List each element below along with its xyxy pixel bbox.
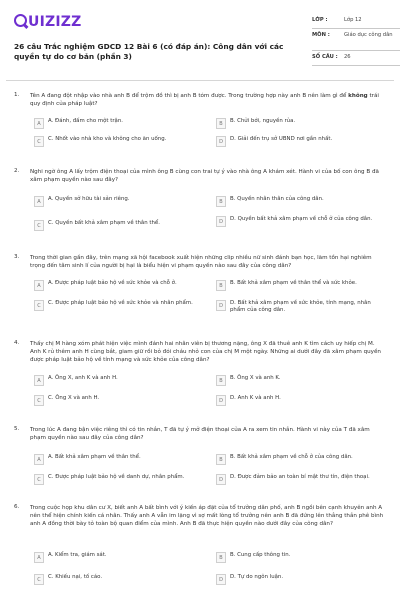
option-letter-box: A	[34, 118, 44, 129]
option-text: B. Ông X và anh K.	[230, 375, 281, 381]
option-a[interactable]	[34, 552, 204, 566]
option-d[interactable]	[216, 300, 386, 314]
option-text: B. Bất khả xâm phạm về thân thể và sức khỏe.	[230, 280, 357, 286]
option-letter-box: B	[216, 118, 226, 129]
option-letter-box: C	[34, 136, 44, 147]
option-letter-box: C	[34, 300, 44, 311]
option-text: C. Nhốt vào nhà kho và không cho ăn uống.	[48, 136, 167, 142]
meta-value-class: Lớp 12	[344, 17, 362, 23]
option-text: A. Kiểm tra, giám sát.	[48, 552, 107, 558]
question-text: Tên A đang đột nhập vào nhà anh B để trộm đồ thì bị anh B tóm được. Trong trường hợp này anh B nên làm gì để không trái quy định của pháp luật?	[30, 93, 379, 107]
question-text: Thấy chị M hàng xóm phát hiện việc mình đánh hai nhân viên bị thương nặng, ông X đã thuê anh K tìm cách uy hiếp chị M. Anh K rủ thêm anh H cùng bắt, giam giữ rồi bỏ đói cháu nhỏ con của chị M một ngày. Những ai dưới đây đã xâm phạm quyền được pháp luật bảo hộ về tính mạng và sức khỏe của công dân?	[30, 341, 381, 363]
option-c[interactable]	[34, 395, 204, 409]
option-d[interactable]	[216, 136, 386, 150]
option-a[interactable]	[34, 280, 204, 294]
option-text: A. Ông X, anh K và anh H.	[48, 375, 118, 381]
option-b[interactable]	[216, 118, 386, 132]
option-b[interactable]	[216, 552, 386, 566]
question-number: 6.	[14, 504, 20, 510]
meta-row-subject	[312, 29, 400, 51]
quizizz-logo	[14, 14, 81, 30]
question-number: 2.	[14, 168, 20, 174]
option-letter-box: B	[216, 375, 226, 386]
question-text: Trong thời gian gần đây, trên mạng xã hội facebook xuất hiện những clip nhiều nữ sinh đánh bạn học, lăm tồn hại nghiêm trọng đến tâm sinh lí của người bị hại là biểu hiện vi phạm quyền nào sau đây của công dân?	[30, 255, 372, 269]
worksheet-header	[14, 14, 393, 68]
option-text: C. Được pháp luật bảo hộ về danh dự, nhân phẩm.	[48, 474, 185, 480]
option-letter-box: C	[34, 574, 44, 585]
option-letter-box: D	[216, 136, 226, 147]
question-number: 4.	[14, 340, 20, 346]
option-text: D. Tự do ngôn luận.	[230, 574, 284, 580]
question-text: Trong lúc A đang bận việc riêng thì có tin nhắn, T đã tự ý mở điện thoại của A ra xem tin nhắn. Hành vi này của T đã xâm phạm quyền nào sau đây của công dân?	[30, 427, 370, 441]
logo-q-icon	[14, 14, 27, 27]
option-letter-box: C	[34, 395, 44, 406]
meta-row-count	[312, 51, 400, 66]
option-letter-box: D	[216, 395, 226, 406]
option-text: B. Cung cấp thông tin.	[230, 552, 291, 558]
option-letter-box: D	[216, 300, 226, 311]
option-letter-box: C	[34, 474, 44, 485]
option-d[interactable]	[216, 474, 386, 488]
option-letter-box: D	[216, 216, 226, 227]
option-d[interactable]	[216, 574, 386, 588]
option-text: A. Đánh, đấm cho một trận.	[48, 118, 123, 124]
option-c[interactable]	[34, 220, 204, 234]
meta-value-count: 26	[344, 54, 351, 60]
option-text: D. Giải đến trụ sở UBND nơi gần nhất.	[230, 136, 333, 142]
option-text: A. Được pháp luật bảo hộ về sức khỏe và chỗ ở.	[48, 280, 177, 286]
option-b[interactable]	[216, 196, 386, 210]
logo-text: UIZIZZ	[28, 14, 82, 30]
option-letter-box: B	[216, 280, 226, 291]
option-d[interactable]	[216, 395, 386, 409]
meta-row-class	[312, 14, 400, 29]
meta-label-subject: MÔN :	[312, 32, 330, 38]
option-text: D. Bất khả xâm phạm về sức khỏe, tính mạng, nhân phẩm của công dân.	[230, 300, 371, 313]
option-letter-box: C	[34, 220, 44, 231]
question-number: 5.	[14, 426, 20, 432]
question-text: Trong cuộc họp khu dân cư X, biết anh A bất bình với ý kiến áp đặt của tổ trưởng dân phố, anh B ngồi bên cạnh khuyên anh A nên thể hiện chính kiến cá nhân. Thấy anh A vẫn im lặng vì sợ mất lòng tổ trưởng nên anh B đã đứng lên thẳng thắn phê bình anh A đồng thời bày tỏ toàn bộ quan điểm của mình. Anh B đã thực hiện quyền nào dưới đây của công dân?	[30, 505, 384, 527]
option-c[interactable]	[34, 574, 204, 588]
option-text: B. Chửi bới, nguyền rủa.	[230, 118, 296, 124]
question-text: Nghi ngờ ông A lấy trộm điện thoại của mình ông B cùng con trai tự ý vào nhà ông A khám xét. Hành vi của bố con ông B đã xâm phạm quyền nào sau đây?	[30, 169, 379, 183]
option-text: C. Ông X và anh H.	[48, 395, 100, 401]
option-letter-box: B	[216, 196, 226, 207]
option-a[interactable]	[34, 375, 204, 389]
option-text: C. Được pháp luật bảo hộ về sức khỏe và nhân phẩm.	[48, 300, 193, 306]
question-number: 3.	[14, 254, 20, 260]
option-b[interactable]	[216, 280, 386, 294]
option-c[interactable]	[34, 474, 204, 488]
meta-label-count: SỐ CÂU :	[312, 54, 338, 60]
option-b[interactable]	[216, 454, 386, 468]
meta-label-class: LỚP :	[312, 17, 328, 23]
option-c[interactable]	[34, 136, 204, 150]
question-number: 1.	[14, 92, 20, 98]
option-text: A. Quyền sở hữu tài sản riêng.	[48, 196, 130, 202]
option-text: D. Được đảm bảo an toàn bí mật thư tín, điện thoại.	[230, 474, 370, 480]
option-letter-box: A	[34, 280, 44, 291]
option-text: B. Bất khả xâm phạm về chỗ ở của công dân.	[230, 454, 353, 460]
option-text: C. Quyền bất khả xâm phạm về thân thể.	[48, 220, 160, 226]
option-letter-box: D	[216, 574, 226, 585]
option-letter-box: A	[34, 552, 44, 563]
option-b[interactable]	[216, 375, 386, 389]
option-a[interactable]	[34, 118, 204, 132]
option-text: A. Bất khả xâm phạm về thân thể.	[48, 454, 141, 460]
meta-value-subject: Giáo dục công dân	[344, 32, 393, 38]
option-a[interactable]	[34, 454, 204, 468]
option-text: D. Quyền bất khả xâm phạm về chỗ ở của công dân.	[230, 216, 373, 222]
option-letter-box: B	[216, 454, 226, 465]
option-text: B. Quyền nhân thân của công dân.	[230, 196, 324, 202]
option-a[interactable]	[34, 196, 204, 210]
option-d[interactable]	[216, 216, 386, 230]
option-letter-box: D	[216, 474, 226, 485]
option-letter-box: B	[216, 552, 226, 563]
option-letter-box: A	[34, 196, 44, 207]
option-text: C. Khiếu nại, tố cáo.	[48, 574, 103, 580]
option-text: D. Anh K và anh H.	[230, 395, 281, 401]
option-letter-box: A	[34, 375, 44, 386]
meta-table	[312, 14, 400, 66]
option-c[interactable]	[34, 300, 204, 314]
option-letter-box: A	[34, 454, 44, 465]
header-divider	[6, 80, 394, 81]
worksheet-title: 26 câu Trắc nghiệm GDCD 12 Bài 6 (có đáp án): Công dân với các quyền tự do cơ bản (phần 3)	[14, 42, 284, 61]
